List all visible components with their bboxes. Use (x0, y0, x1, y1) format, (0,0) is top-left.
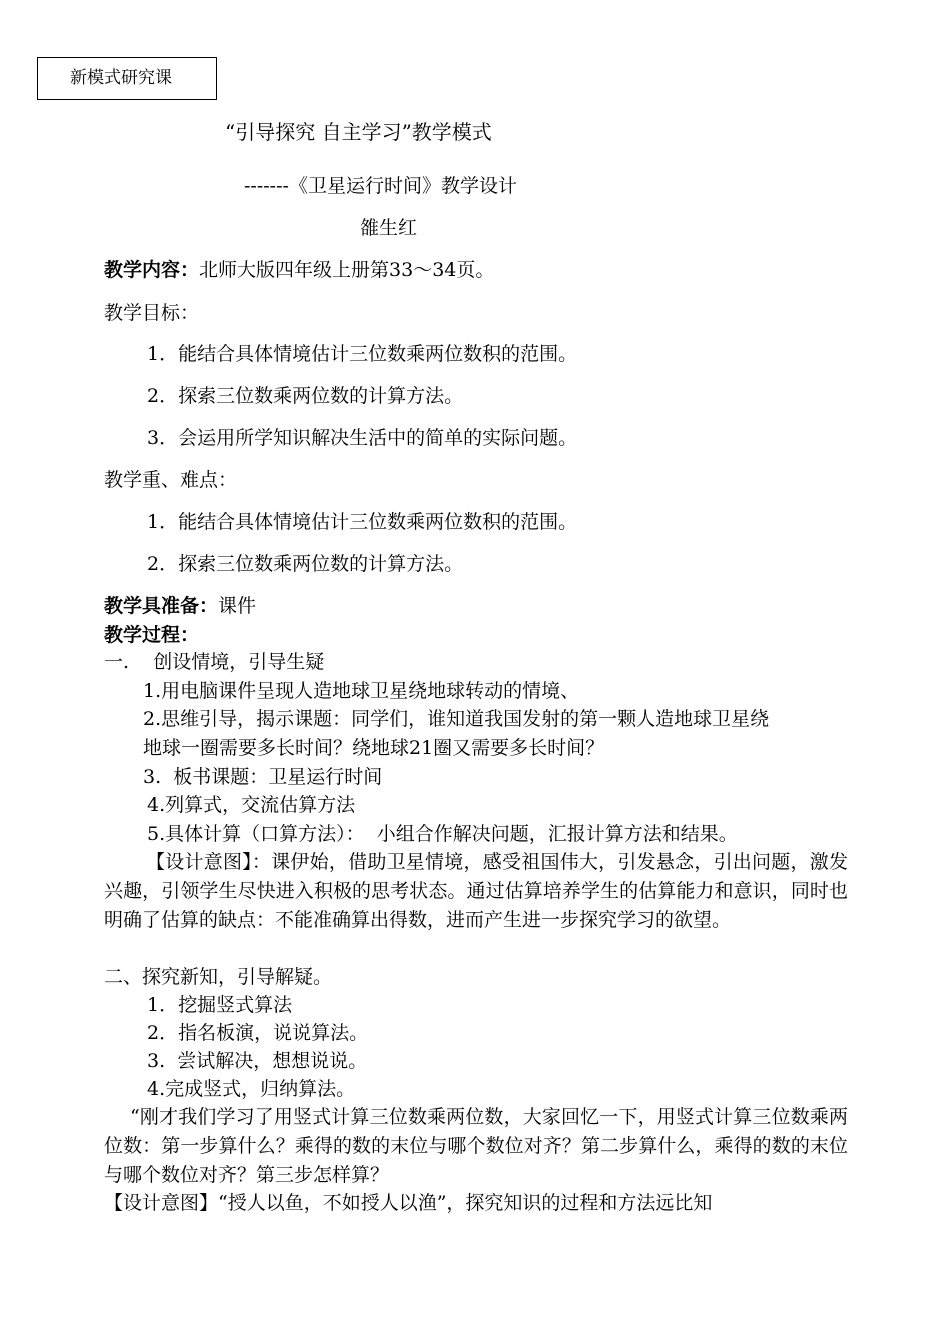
doc-subtitle: -------《卫星运行时间》教学设计 (244, 175, 517, 197)
goal-item: 2．探索三位数乘两位数的计算方法。 (147, 385, 464, 407)
content-label: 教学内容： (104, 259, 200, 281)
section2-intent: 【设计意图】“授人以鱼，不如授人以渔”，探究知识的过程和方法远比知 (104, 1192, 713, 1214)
section2-item: 2．指名板演，说说算法。 (147, 1022, 369, 1044)
content-text: 北师大版四年级上册第33～34页。 (199, 259, 495, 281)
doc-title: “引导探究 自主学习”教学模式 (225, 120, 492, 144)
section2-quote: “刚才我们学习了用竖式计算三位数乘两位数，大家回忆一下，用竖式计算三位数乘两位数：第一步算什么？乘得的数的末位与哪个数位对齐？第二步算什么，乘得的数的末位与哪个数位对齐？第三步怎样算？ (104, 1106, 848, 1186)
doc-author: 雒生红 (360, 217, 418, 239)
section2-item: 3. 尝试解决，想想说说。 (147, 1050, 368, 1072)
key-point-item: 1．能结合具体情境估计三位数乘两位数积的范围。 (147, 511, 578, 533)
section1-title: 一. 创设情境，引导生疑 (104, 651, 325, 673)
section1-item: 地球一圈需要多长时间？绕地球21圈又需要多长时间？ (143, 737, 605, 759)
section1-item: 5.具体计算（口算方法）： 小组合作解决问题，汇报计算方法和结果。 (147, 823, 738, 845)
section2-title: 二、探究新知，引导解疑。 (104, 966, 333, 988)
section2-item: 1．挖掘竖式算法 (147, 994, 293, 1016)
section2-item: 4.完成竖式，归纳算法。 (147, 1078, 356, 1100)
section1-item: 3. 板书课题：卫星运行时间 (143, 766, 383, 788)
key-point-item: 2．探索三位数乘两位数的计算方法。 (147, 553, 464, 575)
content-line (104, 256, 494, 284)
key-points-heading: 教学重、难点： (104, 469, 238, 491)
goals-heading: 教学目标： (104, 302, 200, 324)
section1-item: 4.列算式，交流估算方法 (147, 794, 356, 816)
tag-box-label: 新模式研究课 (70, 68, 172, 88)
section1-item: 2.思维引导，揭示课题：同学们，谁知道我国发射的第一颗人造地球卫星绕 (143, 708, 770, 730)
prep-text: 课件 (218, 595, 257, 617)
goal-item: 3．会运用所学知识解决生活中的简单的实际问题。 (147, 427, 578, 449)
tag-box (37, 57, 217, 100)
prep-label: 教学具准备： (104, 595, 219, 617)
process-heading: 教学过程： (104, 624, 200, 646)
section1-item: 1.用电脑课件呈现人造地球卫星绕地球转动的情境、 (143, 680, 580, 702)
section1-intent: 【设计意图】：课伊始，借助卫星情境，感受祖国伟大，引发悬念，引出问题，激发兴趣，引领学生尽快进入积极的思考状态。通过估算培养学生的估算能力和意识，同时也明确了估算的缺点：不能准确算出得数，进而产生进一步探究学习的欲望。 (104, 851, 848, 931)
prep-line (104, 592, 256, 620)
goal-item: 1．能结合具体情境估计三位数乘两位数积的范围。 (147, 343, 578, 365)
